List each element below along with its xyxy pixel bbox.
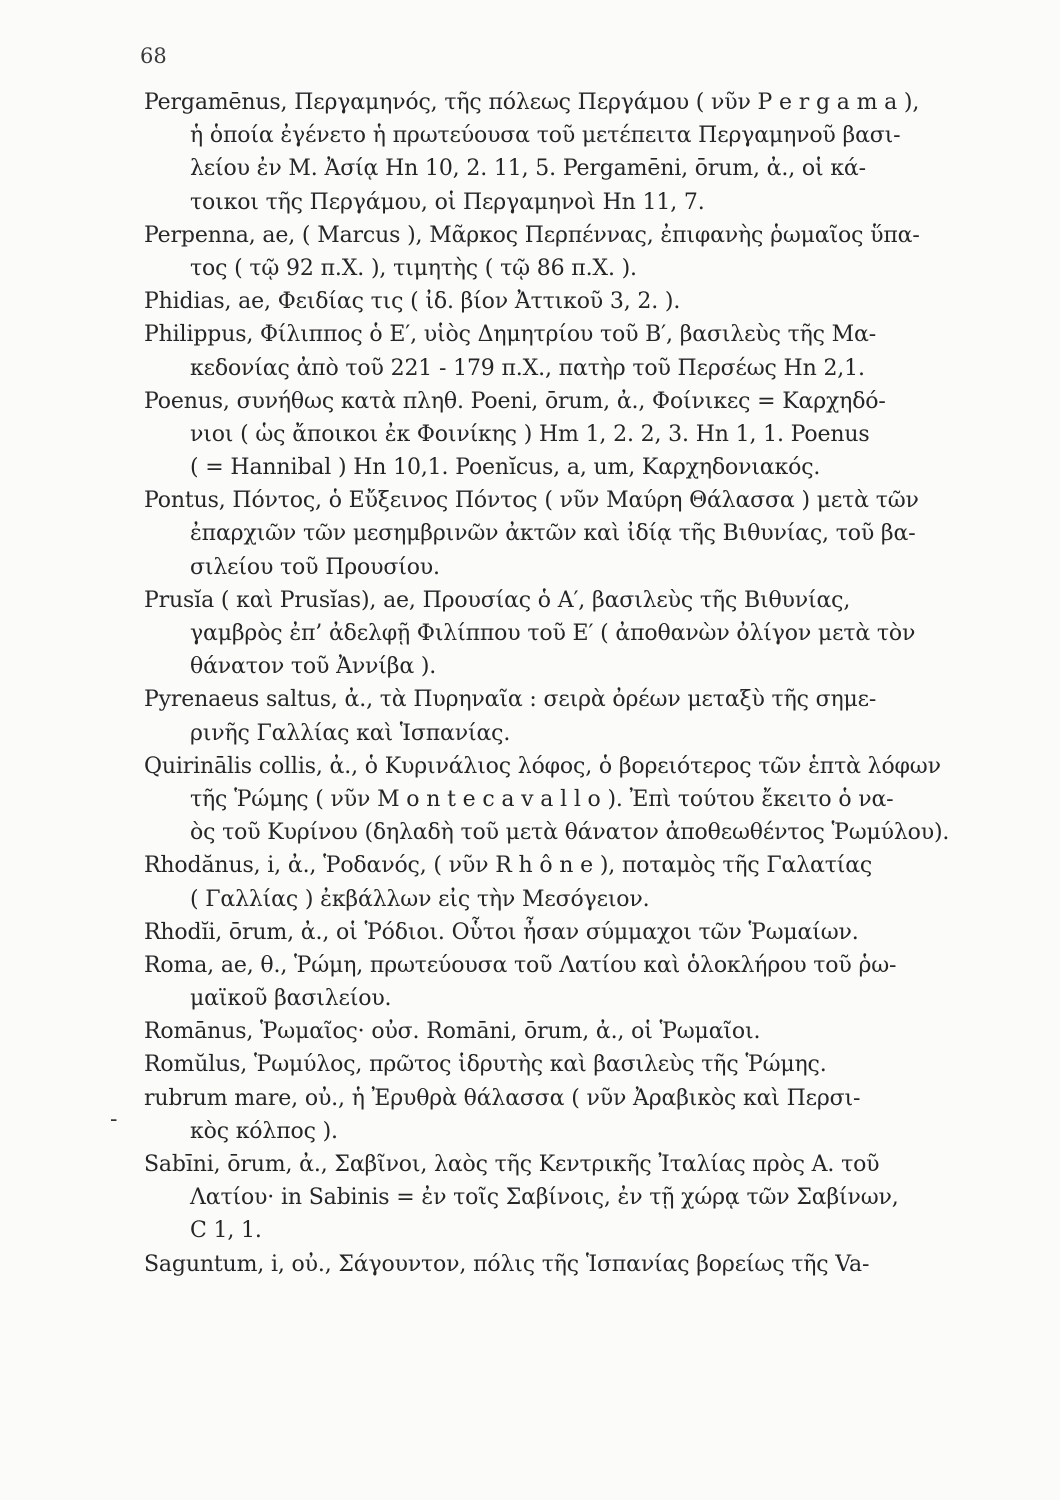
entry-continuation-line: τος ( τῷ 92 π.Χ. ), τιμητὴς ( τῷ 86 π.Χ. ). [190, 255, 637, 281]
entry-continuation-line: μαϊκοῦ βασιλείου. [190, 986, 392, 1012]
entry-line: Philippus, Φίλιππος ὁ Ε′, υἱὸς Δημητρίου τοῦ Β′, βασιλεὺς τῆς Μα- [144, 322, 877, 348]
entry-continuation-line: κεδονίας ἀπὸ τοῦ 221 - 179 π.Χ., πατὴρ τοῦ Περσέως Hn 2,1. [190, 355, 865, 381]
entry-line: Roma, ae, θ., Ῥώμη, πρωτεύουσα τοῦ Λατίου καὶ ὁλοκλήρου τοῦ ῥω- [144, 952, 897, 978]
entry-continuation-line: νιοι ( ὡς ἄποικοι ἐκ Φοινίκης ) Hm 1, 2. 2, 3. Hn 1, 1. Poenus [190, 421, 870, 447]
entry-line: Romānus, Ῥωμαῖος· οὐσ. Romāni, ōrum, ἀ., οἱ Ῥωμαῖοι. [144, 1019, 761, 1045]
entry-line: Romŭlus, Ῥωμύλος, πρῶτος ἱδρυτὴς καὶ βασιλεὺς τῆς Ῥώμης. [144, 1052, 827, 1078]
entry-continuation-line: ἐπαρχιῶν τῶν μεσημβρινῶν ἀκτῶν καὶ ἰδίᾳ τῆς Βιθυνίας, τοῦ βα- [190, 521, 916, 547]
entry-line: Perpenna, ae, ( Marcus ), Μᾶρκος Περπέννας, ἐπιφανὴς ῥωμαῖος ὕπα- [144, 222, 920, 248]
entry-continuation-line: σιλείου τοῦ Προυσίου. [190, 554, 440, 580]
entry-continuation-line: ὸς τοῦ Κυρίνου (δηλαδὴ τοῦ μετὰ θάνατον ἀποθεωθέντος Ῥωμύλου). [190, 820, 950, 846]
entry-line: Pyrenaeus saltus, ἀ., τὰ Πυρηναῖα : σειρὰ ὀρέων μεταξὺ τῆς σημε- [144, 687, 877, 713]
entry-line: Phidias, ae, Φειδίας τις ( ἰδ. βίον Ἀττικοῦ 3, 2. ). [144, 289, 681, 315]
entry-line: Quirinālis collis, ἀ., ὁ Κυρινάλιος λόφος, ὁ βορειότερος τῶν ἑπτὰ λόφων [144, 753, 941, 779]
entry-line: Pergamēnus, Περγαμηνός, τῆς πόλεως Περγάμου ( νῦν P e r g a m a ), [144, 90, 920, 115]
entry-continuation-line: τῆς Ῥώμης ( νῦν M o n t e c a v a l l o ). Ἐπὶ τούτου ἔκειτο ὁ να- [190, 786, 894, 812]
entry-continuation-line: ρινῆς Γαλλίας καὶ Ἱσπανίας. [190, 720, 511, 746]
entry-continuation-line: C 1, 1. [190, 1218, 262, 1244]
entry-line: Saguntum, i, οὐ., Σάγουντον, πόλις τῆς Ἱσπανίας βορείως τῆς Va- [144, 1251, 870, 1277]
margin-mark: - [110, 1107, 118, 1132]
entry-continuation-line: Λατίου· in Sabinis = ἐν τοῖς Σαβίνοις, ἐν τῇ χώρᾳ τῶν Σαβίνων, [190, 1185, 899, 1211]
entry-continuation-line: κὸς κόλπος ). [190, 1118, 338, 1144]
entry-line: Prusĭa ( καὶ Prusĭas), ae, Προυσίας ὁ Α′, βασιλεὺς τῆς Βιθυνίας, [144, 587, 851, 613]
entry-continuation-line: τοικοι τῆς Περγάμου, οἱ Περγαμηνοὶ Hn 11, 7. [190, 189, 705, 215]
entry-line: Pontus, Πόντος, ὁ Εὔξεινος Πόντος ( νῦν Μαύρη Θάλασσα ) μετὰ τῶν [144, 488, 919, 514]
entry-continuation-line: θάνατον τοῦ Ἀννίβα ). [190, 654, 437, 680]
entry-line: Sabīni, ōrum, ἀ., Σαβῖνοι, λαὸς τῆς Κεντρικῆς Ἰταλίας πρὸς Α. τοῦ [144, 1152, 880, 1177]
entry-line: Rhodănus, i, ἀ., Ῥοδανός, ( νῦν R h ô n e ), ποταμὸς τῆς Γαλατίας [144, 853, 873, 879]
entry-line: Poenus, συνήθως κατὰ πληθ. Poeni, ōrum, ἀ., Φοίνικες = Καρχηδό- [144, 388, 886, 414]
entry-continuation-line: ( = Hannibal ) Hn 10,1. Poenĭcus, a, um, Καρχηδονιακός. [190, 455, 821, 481]
entry-continuation-line: λείου ἐν Μ. Ἀσίᾳ Hn 10, 2. 11, 5. Pergamēni, ōrum, ἀ., οἱ κά- [190, 156, 866, 182]
entry-continuation-line: ἡ ὁποία ἐγένετο ἡ πρωτεύουσα τοῦ μετέπειτα Περγαμηνοῦ βασι- [190, 123, 901, 149]
entry-continuation-line: γαμβρὸς ἐπ’ ἀδελφῇ Φιλίππου τοῦ Ε′ ( ἀποθανὼν ὀλίγον μετὰ τὸν [190, 621, 916, 646]
page-number: 68 [140, 44, 167, 68]
entry-line: rubrum mare, οὐ., ἡ Ἐρυθρὰ θάλασσα ( νῦν Ἀραβικὸς καὶ Περσι- [144, 1085, 861, 1111]
entry-continuation-line: ( Γαλλίας ) ἐκβάλλων εἰς τὴν Μεσόγειον. [190, 886, 650, 912]
entry-line: Rhodĭi, ōrum, ἀ., οἱ Ῥόδιοι. Οὗτοι ἦσαν σύμμαχοι τῶν Ῥωμαίων. [144, 919, 859, 945]
glossary-entries [144, 86, 990, 1281]
